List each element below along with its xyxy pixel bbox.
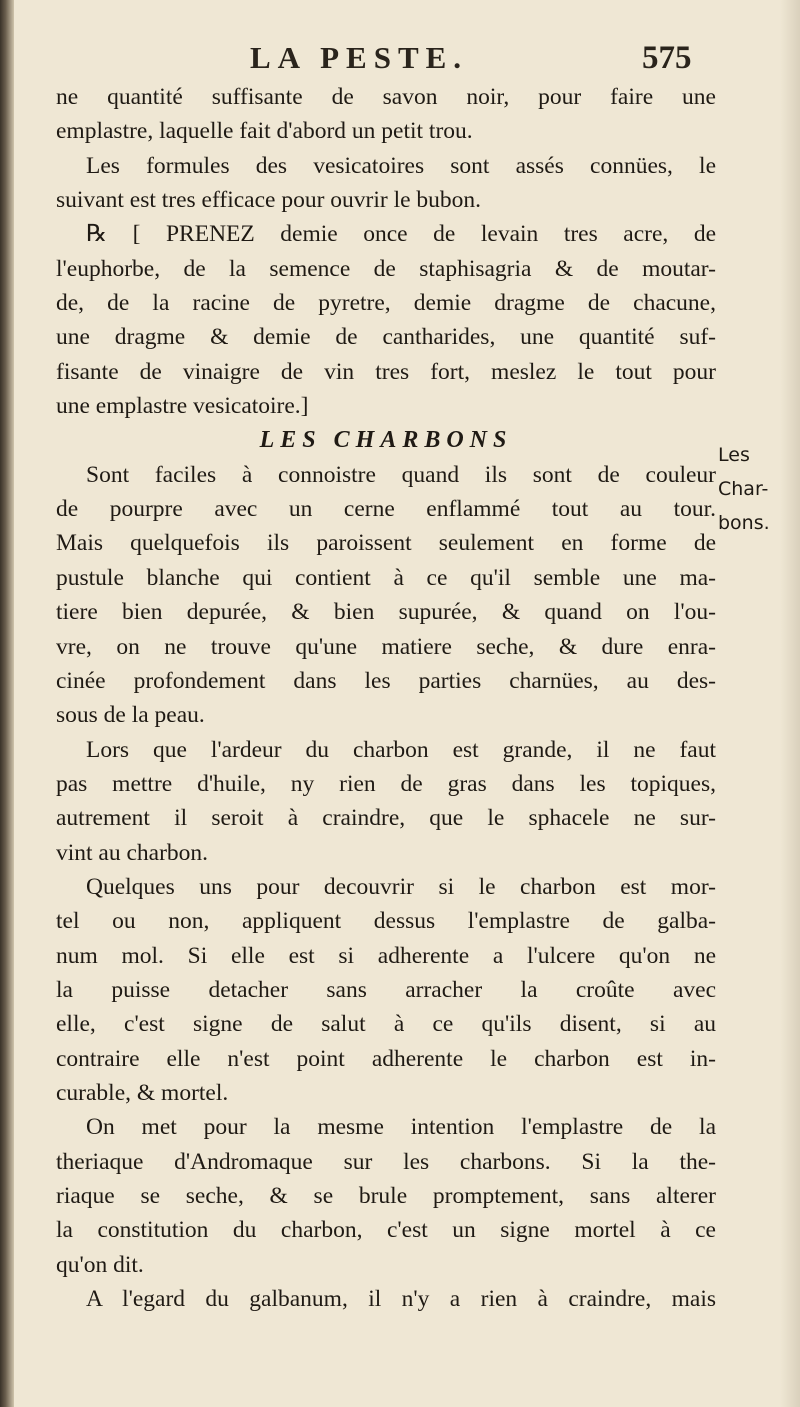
text-line: emplastre, laquelle fait d'abord un petit trou. [56,118,473,145]
text-line: autrement il seroit à craindre, que le sphacele ne sur- [56,805,716,832]
text-line: tiere bien depurée, & bien supurée, & quand on l'ou- [56,599,716,626]
running-title: LA PESTE. [250,40,469,75]
text-line: sous de la peau. [56,702,205,729]
text-line: suivant est tres efficace pour ouvrir le bubon. [56,187,482,214]
recipe-line: ℞ [ PRENEZ demie once de levain tres acre, de [86,221,716,248]
text-line: vre, on ne trouve qu'une matiere seche, & dure enra- [56,633,716,660]
marginal-note-line: bons. [718,512,770,534]
text-line: pas mettre d'huile, ny rien de gras dans les topiques, [56,770,716,797]
text-line: l'euphorbe, de la semence de staphisagria & de moutar- [56,255,716,282]
text-line: A l'egard du galbanum, il n'y a rien à craindre, mais [86,1286,716,1313]
text-line: de, de la racine de pyretre, demie dragme de chacune, [56,290,716,317]
text-line: theriaque d'Andromaque sur les charbons. Si la the- [56,1148,716,1175]
text-line: ne quantité suffisante de savon noir, pour faire une [56,84,716,110]
text-line: curable, & mortel. [56,1079,229,1106]
text-line: cinée profondement dans les parties charnües, au des- [56,667,716,694]
text-line: vint au charbon. [56,839,209,866]
text-line: pustule blanche qui contient à ce qu'il semble une ma- [56,564,716,591]
text-line: num mol. Si elle est si adherente a l'ulcere qu'on ne [56,942,716,969]
text-line: la constitution du charbon, c'est un signe mortel à ce [56,1217,716,1244]
marginal-note [718,438,798,540]
text-line: une dragme & demie de cantharides, une quantité suf- [56,324,716,351]
text-line: Quelques uns pour decouvrir si le charbon est mor- [86,873,716,900]
text-line: Lors que l'ardeur du charbon est grande, il ne faut [86,736,716,763]
text-line: riaque se seche, & se brule promptement, sans alterer [56,1183,716,1209]
body-text [56,80,716,1316]
text-line: Les formules des vesicatoires sont assés connües, le [86,152,716,179]
text-line: contraire elle n'est point adherente le charbon est in- [56,1045,716,1072]
text-line: de pourpre avec un cerne enflammé tout au tour. [56,496,716,523]
text-line: elle, c'est signe de salut à ce qu'ils disent, si au [56,1011,716,1038]
page-edge-shadow [780,0,800,1407]
marginal-note-line: Les [718,444,750,466]
text-line: qu'on dit. [56,1251,144,1278]
text-line: fisante de vinaigre de vin tres fort, meslez le tout pour [56,358,716,385]
text-line: Mais quelquefois ils paroissent seulement en forme de [56,530,716,557]
section-heading: LES CHARBONS [259,427,513,454]
page-number: 575 [642,40,692,76]
text-line: une emplastre vesicatoire.] [56,393,309,420]
text-line: tel ou non, appliquent dessus l'emplastre de galba- [56,908,716,935]
text-line: la puisse detacher sans arracher la croûte avec [56,976,716,1003]
text-line: On met pour la mesme intention l'emplastre de la [86,1114,716,1141]
page-header [0,40,800,80]
page-gutter-shadow [0,0,14,1407]
text-line: Sont faciles à connoistre quand ils sont de couleur [86,461,716,488]
marginal-note-line: Char- [718,478,769,500]
